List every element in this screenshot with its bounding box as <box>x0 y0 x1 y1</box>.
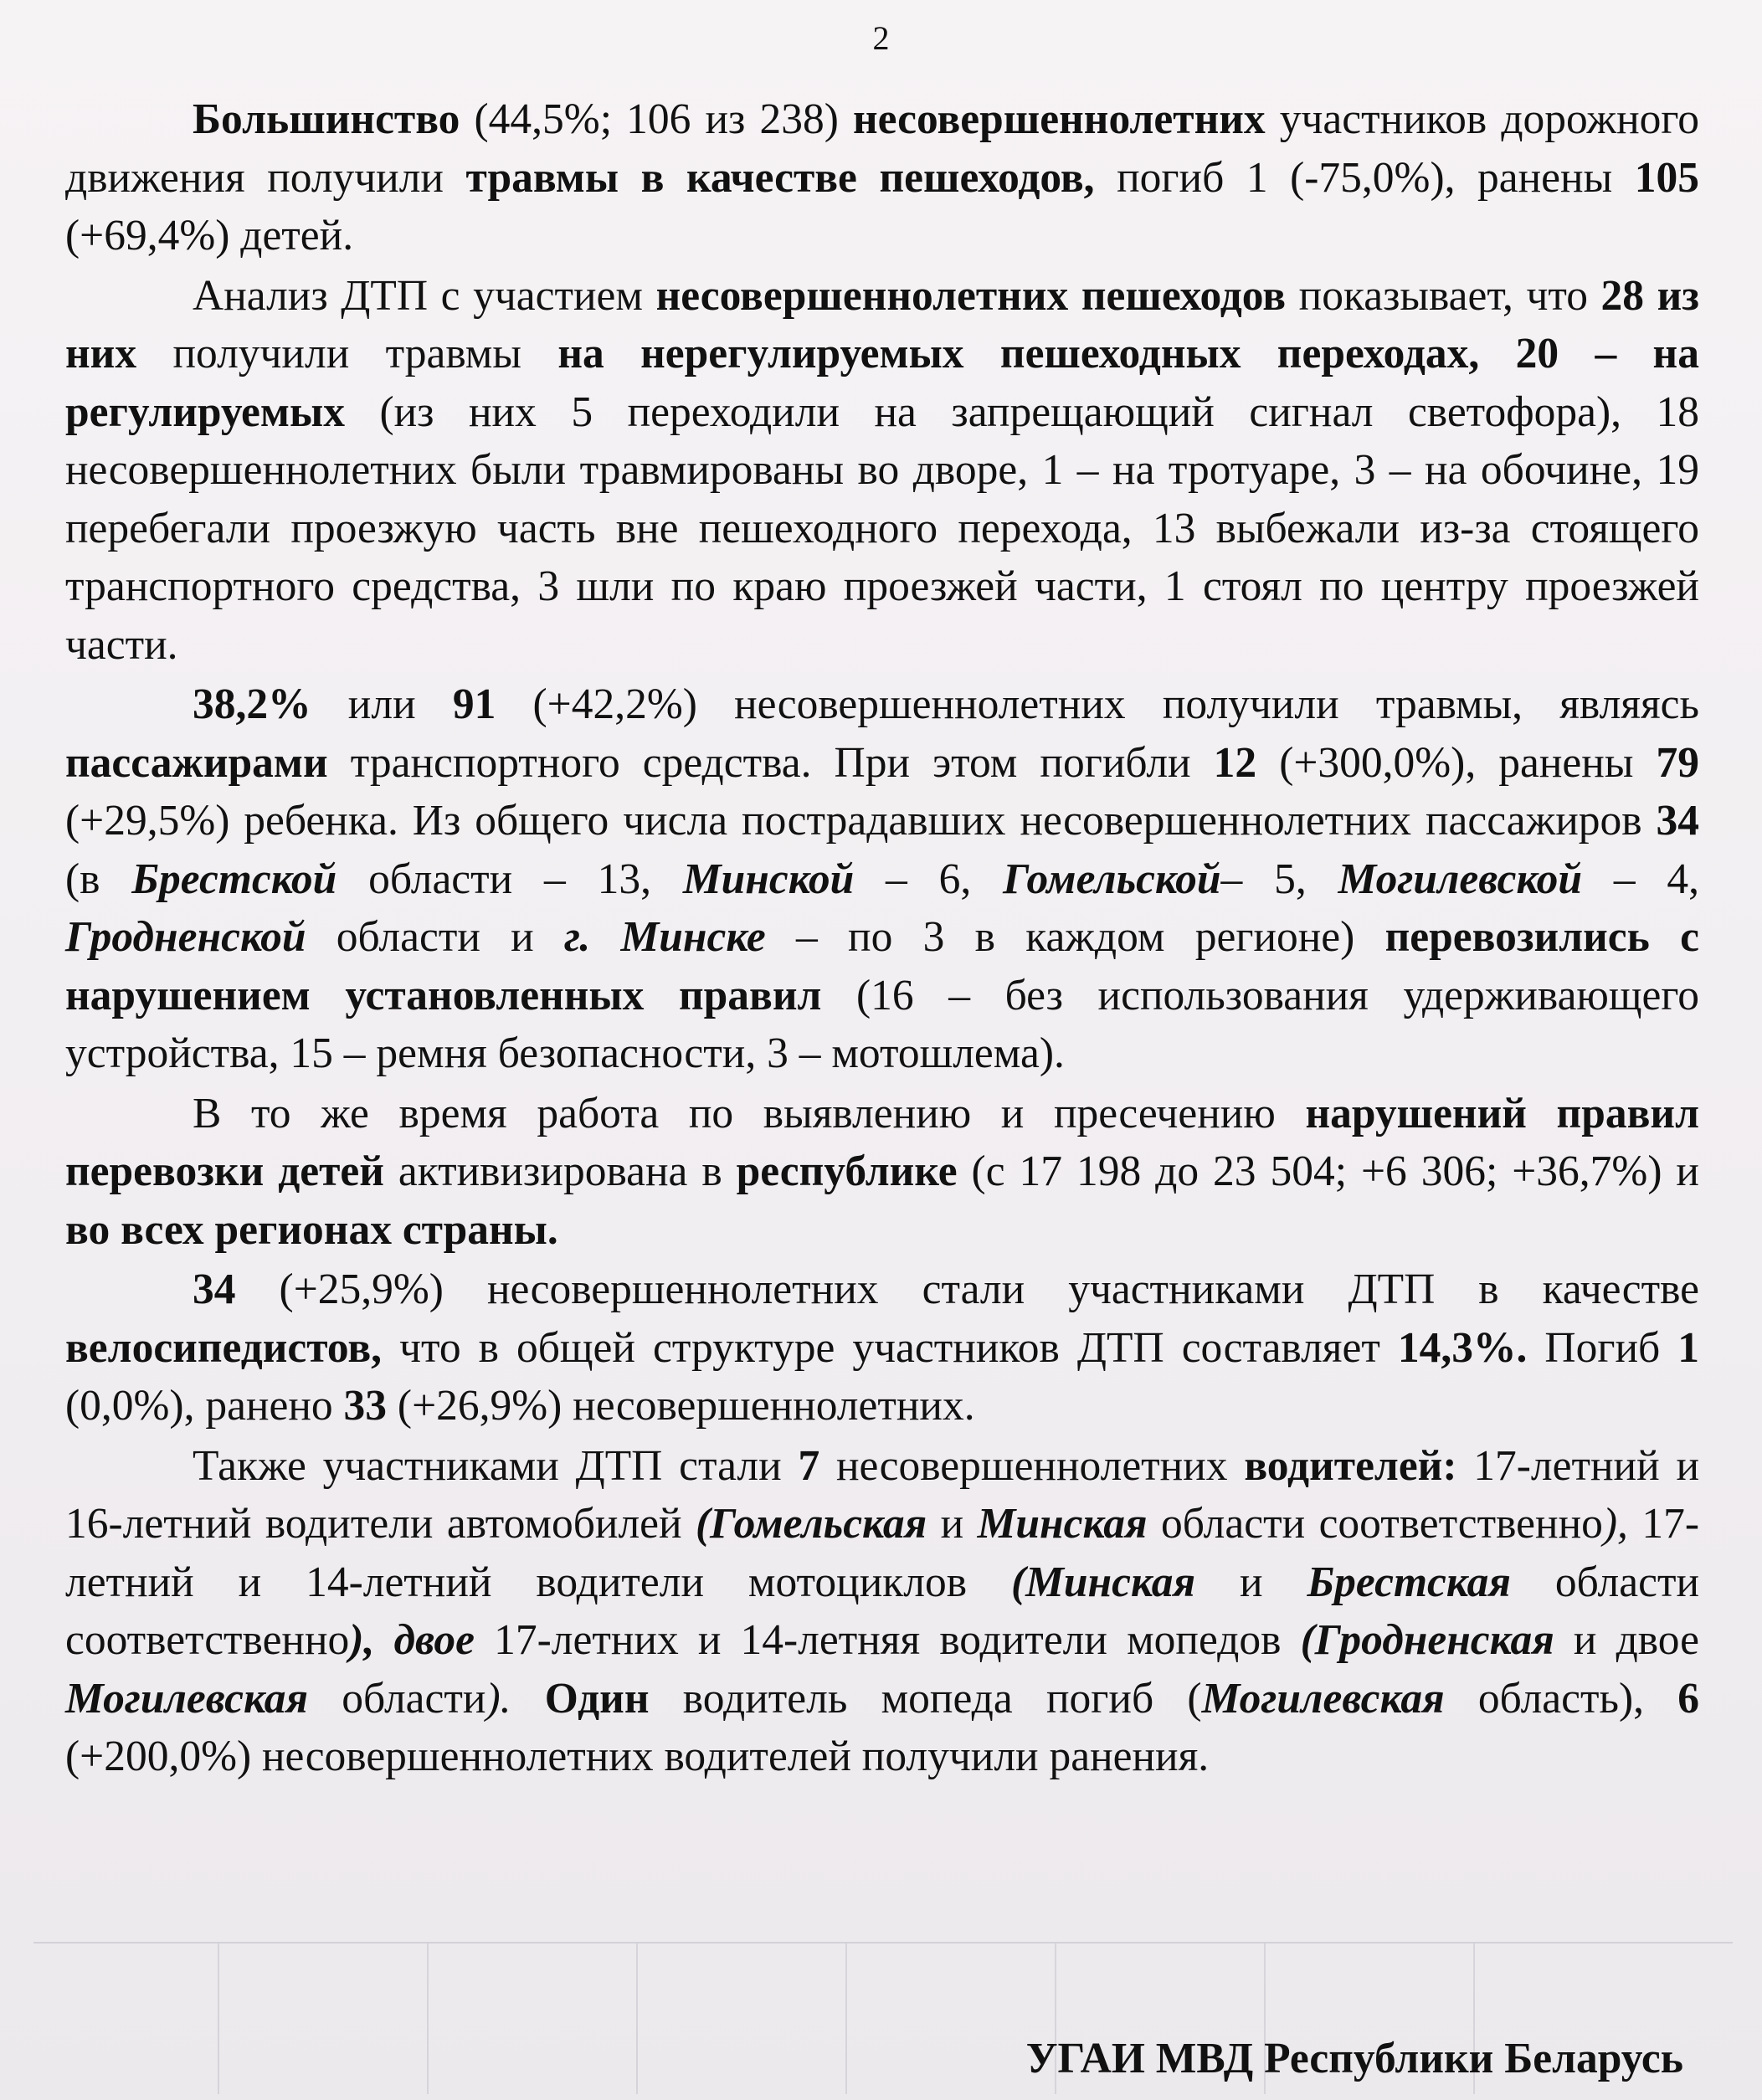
text-run: на нерегулируемых пешеходных переходах, 20 – на регулируемых <box>65 330 1699 436</box>
text-run: водителей: <box>1244 1441 1457 1490</box>
text-run: перевозились с нарушением установленных правил <box>65 913 1699 1019</box>
text-run: ). <box>485 1674 511 1723</box>
text-run: г. Минске <box>563 913 766 961</box>
text-run: несовершеннолетних <box>819 1441 1245 1490</box>
text-run: области соответственно <box>1147 1500 1603 1548</box>
text-run: и двое <box>1554 1616 1700 1664</box>
text-run: Большинство <box>193 95 460 143</box>
text-run: во всех регионах страны. <box>65 1205 558 1254</box>
paragraph-drivers <box>65 1437 1699 1786</box>
paragraph-enforcement <box>65 1085 1699 1260</box>
text-run: (+29,5%) ребенка. Из общего числа пострадавших несовершеннолетних пассажиров <box>65 797 1657 845</box>
text-run: Гродненской <box>65 913 306 961</box>
text-run: (Гродненская <box>1300 1616 1554 1664</box>
text-run: Минской <box>682 855 855 903</box>
text-run: (в <box>65 855 132 903</box>
text-run: 17-летний и 14-летний водители мотоциклов <box>65 1500 1699 1606</box>
text-run: – по 3 в каждом регионе) <box>765 913 1385 961</box>
text-run: 17-летний и 16-летний водители автомобилей <box>65 1441 1699 1548</box>
text-run: транспортного средства. При этом погибли <box>327 738 1214 787</box>
text-run: (из них 5 переходили на запрещающий сигнал светофора), 18 несовершеннолетних были травмированы во дворе, 1 – на тротуаре, 3 – на обочине, 19 перебегали проезжую часть вне пешеходного перехода, 13 выбежали из-за стоящего транспортного средства, 3 шли по краю проезжей части, 1 стоял по центру проезжей части. <box>65 388 1699 669</box>
text-run: (44,5%; 106 из 238) <box>460 95 853 143</box>
text-run: области <box>308 1674 486 1723</box>
text-run: 38,2% <box>193 680 311 728</box>
text-run: ), <box>1602 1500 1628 1548</box>
text-run: 105 <box>1634 153 1699 202</box>
text-run: 12 <box>1213 738 1257 787</box>
text-run: 7 <box>798 1441 820 1490</box>
text-run: активизирована в <box>383 1148 737 1195</box>
text-run: (+25,9%) несовершеннолетних стали участниками ДТП в качестве <box>235 1266 1699 1313</box>
text-run: получили травмы <box>136 330 558 377</box>
text-run: нарушений правил перевозки детей <box>65 1089 1700 1195</box>
text-run: 1 <box>1677 1323 1699 1372</box>
text-run: Погиб <box>1527 1323 1678 1372</box>
text-run: или <box>311 680 453 728</box>
text-run: – 4, <box>1582 855 1700 903</box>
text-run: 79 <box>1656 738 1699 787</box>
text-run: травмы в качестве пешеходов, <box>465 153 1095 202</box>
text-run: (Гомельская <box>696 1500 927 1548</box>
paragraph-cyclists <box>65 1261 1699 1435</box>
text-run: области и <box>306 913 564 961</box>
paragraph-pedestrian-analysis <box>65 267 1699 675</box>
text-run: участников дорожного движения получили <box>65 95 1699 202</box>
signature-organization: УГАИ МВД Республики Беларусь <box>1025 2035 1683 2082</box>
text-run: что в общей структуре участников ДТП составляет <box>382 1323 1398 1372</box>
text-run: области соответственно <box>65 1558 1700 1664</box>
text-run: 17-летних и 14-летняя водители мопедов <box>474 1616 1301 1664</box>
text-run: Гомельской <box>1003 855 1221 903</box>
text-run: Могилевская <box>1201 1674 1445 1723</box>
paragraph-pedestrians <box>65 90 1699 265</box>
text-run: 28 из них <box>65 271 1700 377</box>
document-body <box>65 90 1699 1786</box>
text-run: (+69,4%) детей. <box>65 212 354 259</box>
text-run: 34 <box>193 1266 236 1313</box>
text-run: (+26,9%) несовершеннолетних. <box>387 1382 975 1430</box>
text-run: (+42,2%) несовершеннолетних получили травмы, являясь <box>496 680 1699 728</box>
text-run: Брестской <box>131 855 337 903</box>
text-run: 33 <box>343 1382 388 1430</box>
text-run: пассажирами <box>65 738 328 787</box>
text-run: и <box>927 1500 978 1548</box>
text-run: В то же время работа по выявлению и пресечению <box>193 1089 1306 1137</box>
text-run: Брестская <box>1307 1558 1511 1606</box>
text-run: показывает, что <box>1286 271 1601 320</box>
text-run: Минская <box>977 1500 1148 1548</box>
text-run: 6 <box>1677 1674 1700 1723</box>
text-run: (16 – без использования удерживающего устройства, 15 – ремня безопасности, 3 – мотошлема). <box>65 971 1700 1077</box>
text-run: Также участниками ДТП стали <box>193 1441 799 1490</box>
text-run: Могилевская <box>65 1674 309 1723</box>
text-run: (с 17 198 до 23 504; +6 306; +36,7%) и <box>957 1148 1699 1195</box>
text-run: республике <box>736 1148 958 1195</box>
text-run: Могилевской <box>1338 855 1583 903</box>
text-run: (Минская <box>1010 1558 1196 1606</box>
text-run: Один <box>511 1674 650 1723</box>
text-run: велосипедистов, <box>65 1323 383 1372</box>
text-run: водитель мопеда погиб ( <box>649 1674 1202 1723</box>
text-run: 14,3%. <box>1397 1323 1528 1372</box>
text-run: 34 <box>1656 797 1699 845</box>
text-run: и <box>1195 1558 1307 1606</box>
text-run: – 6, <box>854 855 1004 903</box>
text-run: ), двое <box>349 1616 475 1664</box>
text-run: 91 <box>452 680 496 728</box>
text-run: – 5, <box>1220 855 1338 903</box>
text-run: несовершеннолетних <box>852 95 1266 143</box>
text-run: несовершеннолетних пешеходов <box>655 271 1287 320</box>
text-run: погиб 1 (-75,0%), ранены <box>1094 153 1635 202</box>
paragraph-passengers <box>65 675 1699 1083</box>
text-run: (+200,0%) несовершеннолетних водителей получили ранения. <box>65 1733 1210 1780</box>
text-run: области – 13, <box>336 855 683 903</box>
page-number: 2 <box>872 19 890 57</box>
text-run: Анализ ДТП с участием <box>193 271 656 320</box>
text-run: (+300,0%), ранены <box>1256 738 1657 787</box>
text-run: (0,0%), ранено <box>65 1382 344 1430</box>
text-run: область), <box>1444 1674 1678 1723</box>
